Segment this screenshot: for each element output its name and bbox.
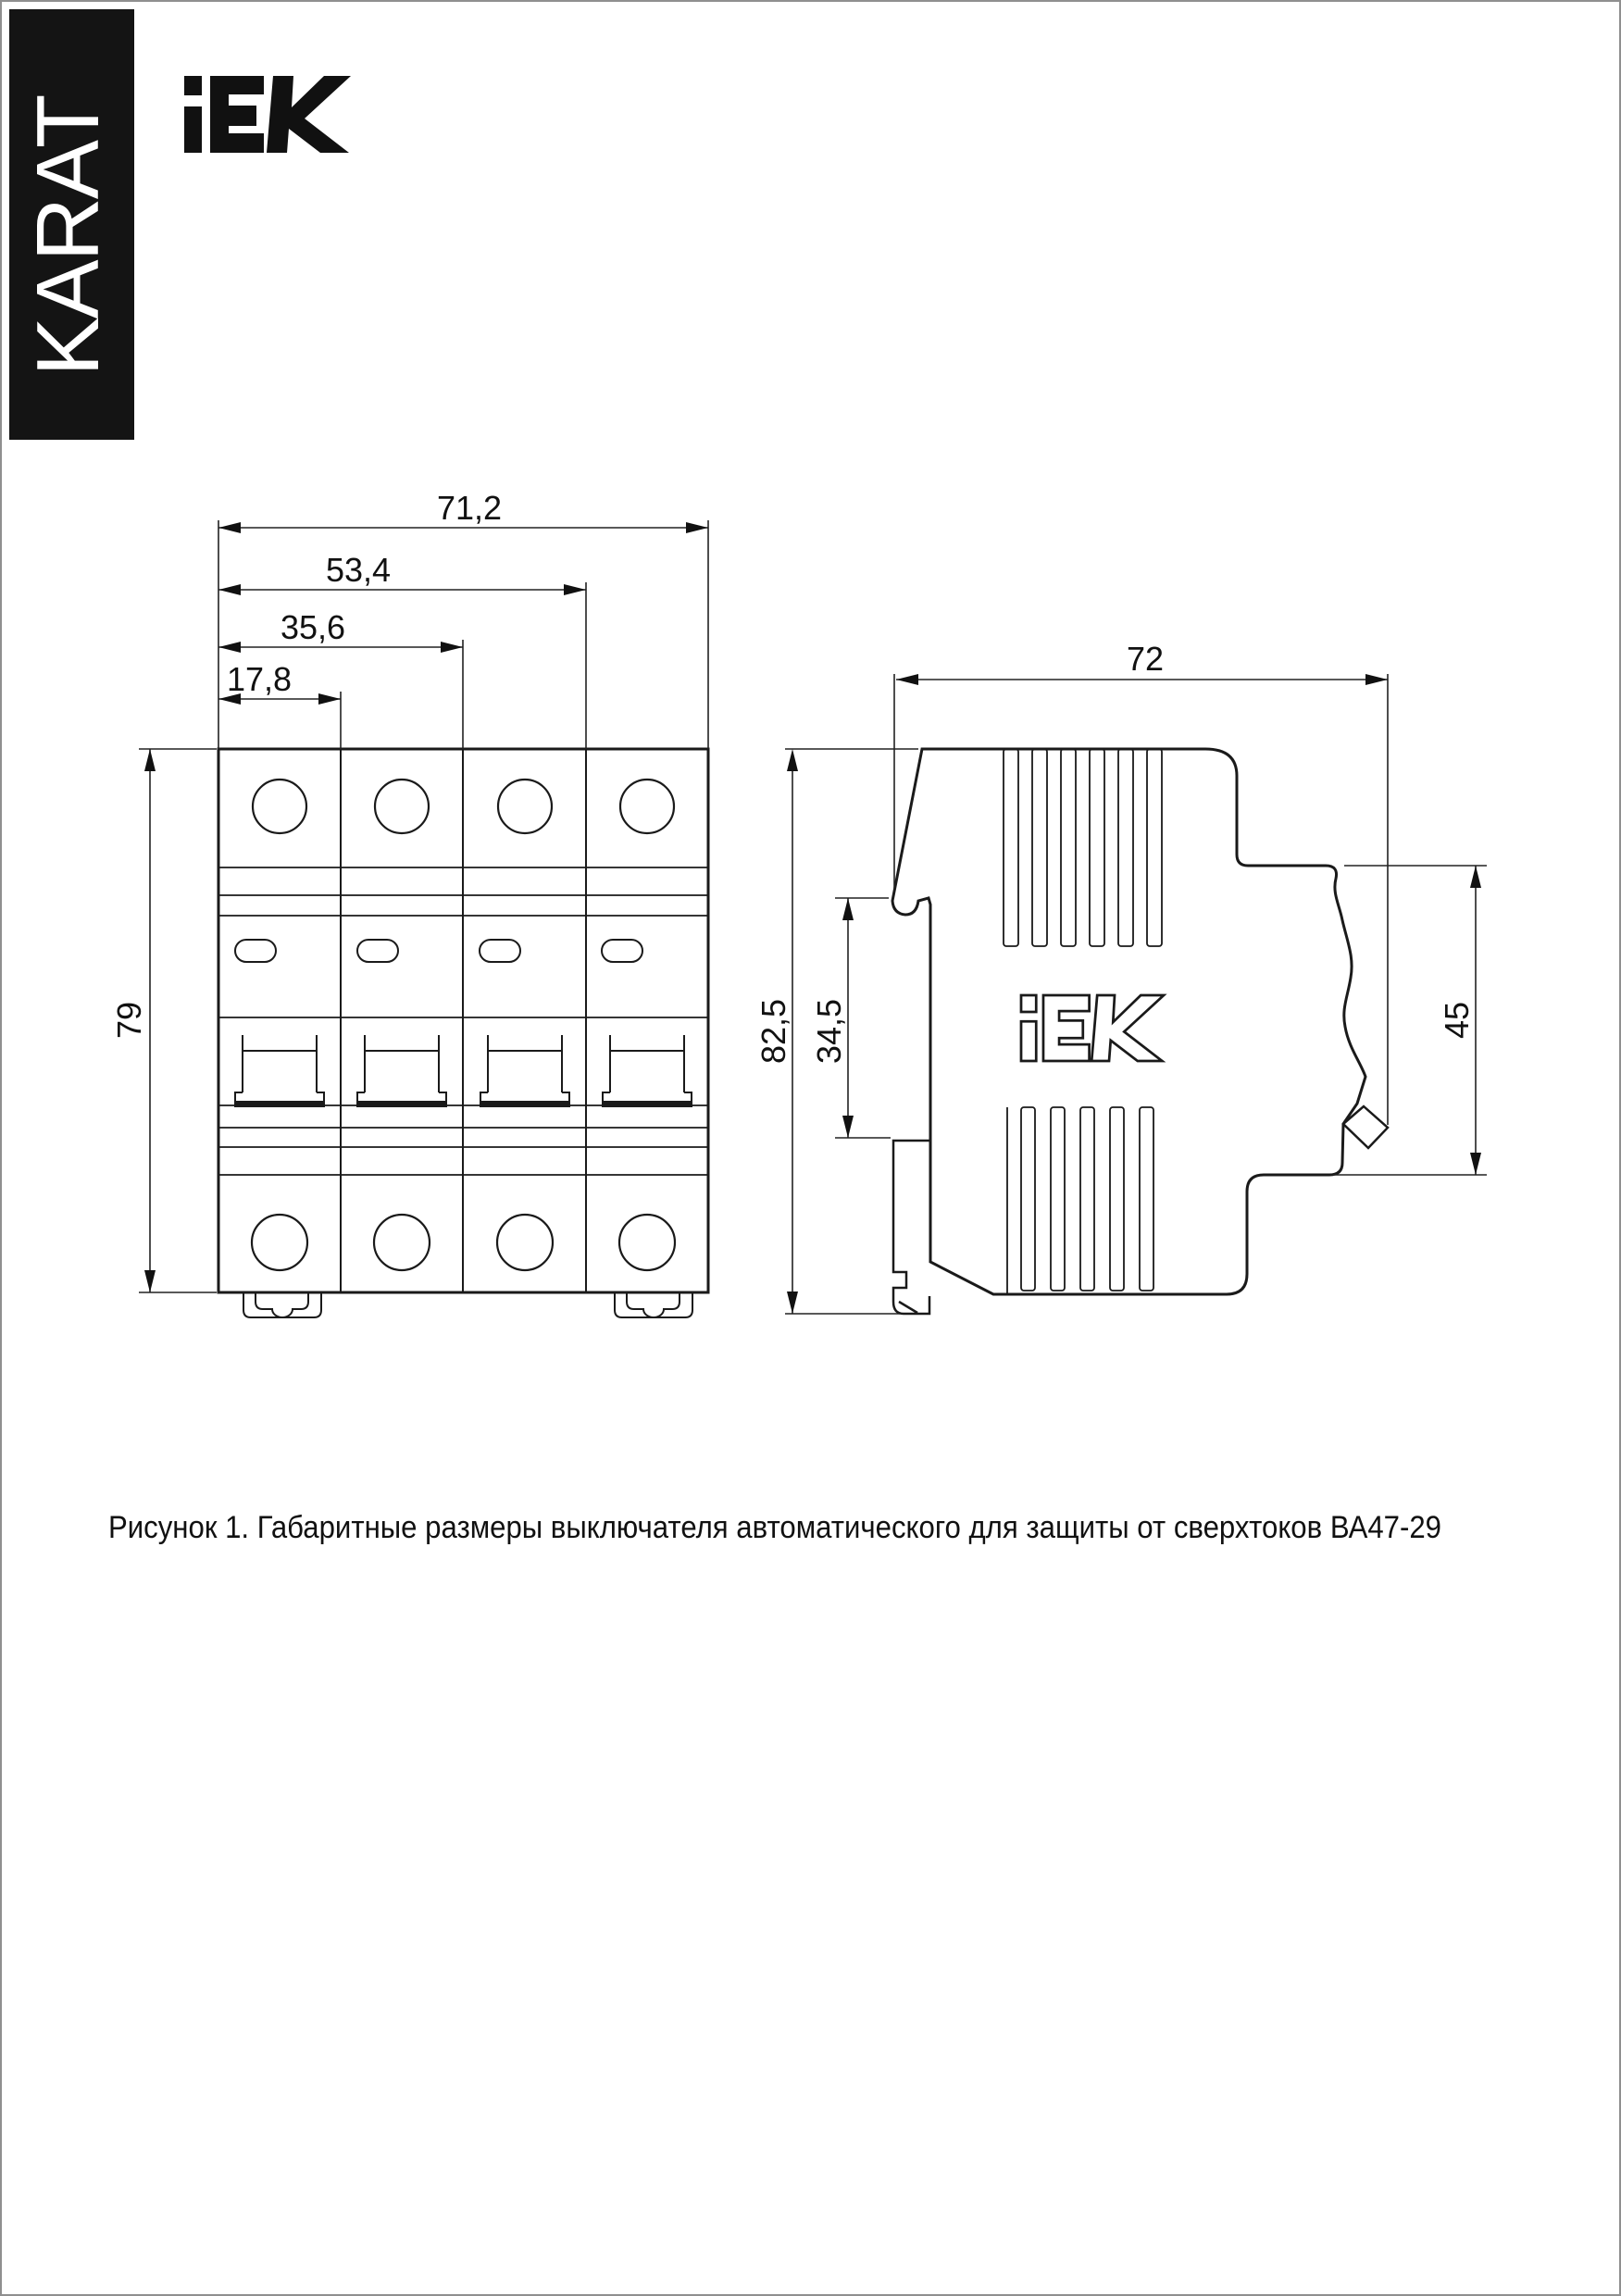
front-dimensions [139, 520, 708, 1292]
iek-logo-i [184, 76, 202, 153]
drawing-canvas [2, 2, 1621, 2296]
front-module-separators [341, 749, 586, 1292]
dim-label-82-5: 82,5 [754, 998, 792, 1065]
side-dimensions [785, 674, 1487, 1314]
dim-label-53-4: 53,4 [325, 551, 392, 589]
front-label-slots [235, 940, 642, 962]
front-height-dim [139, 749, 217, 1292]
iek-logo-embossed [1021, 995, 1164, 1061]
iek-logo-k [267, 76, 351, 153]
side-dim-arrows [787, 674, 1481, 1314]
dim-label-79: 79 [110, 1001, 148, 1040]
karat-sidebar [9, 9, 134, 440]
side-view [892, 749, 1388, 1314]
side-ribs-bottom [1007, 1107, 1153, 1294]
dim-label-71-2: 71,2 [436, 489, 503, 527]
dim-label-34-5: 34,5 [810, 998, 848, 1065]
dim-label-35-6: 35,6 [280, 608, 346, 646]
iek-logo-e [210, 76, 264, 153]
front-din-clips [243, 1292, 692, 1317]
dim-label-45: 45 [1438, 1001, 1476, 1040]
iek-logo [184, 76, 351, 153]
side-din-latch [893, 1141, 930, 1314]
side-ribs-top [1004, 749, 1162, 946]
front-dim-arrows [144, 522, 708, 1292]
front-view [218, 749, 708, 1317]
karat-label: KARAT [19, 95, 118, 377]
figure-caption: Рисунок 1. Габаритные размеры выключателя автоматического для защиты от сверхтоков ВА47-29 [108, 1510, 1441, 1545]
dim-label-17-8: 17,8 [226, 660, 293, 698]
dim-label-72: 72 [1126, 640, 1165, 678]
side-height-dim [785, 749, 918, 1314]
